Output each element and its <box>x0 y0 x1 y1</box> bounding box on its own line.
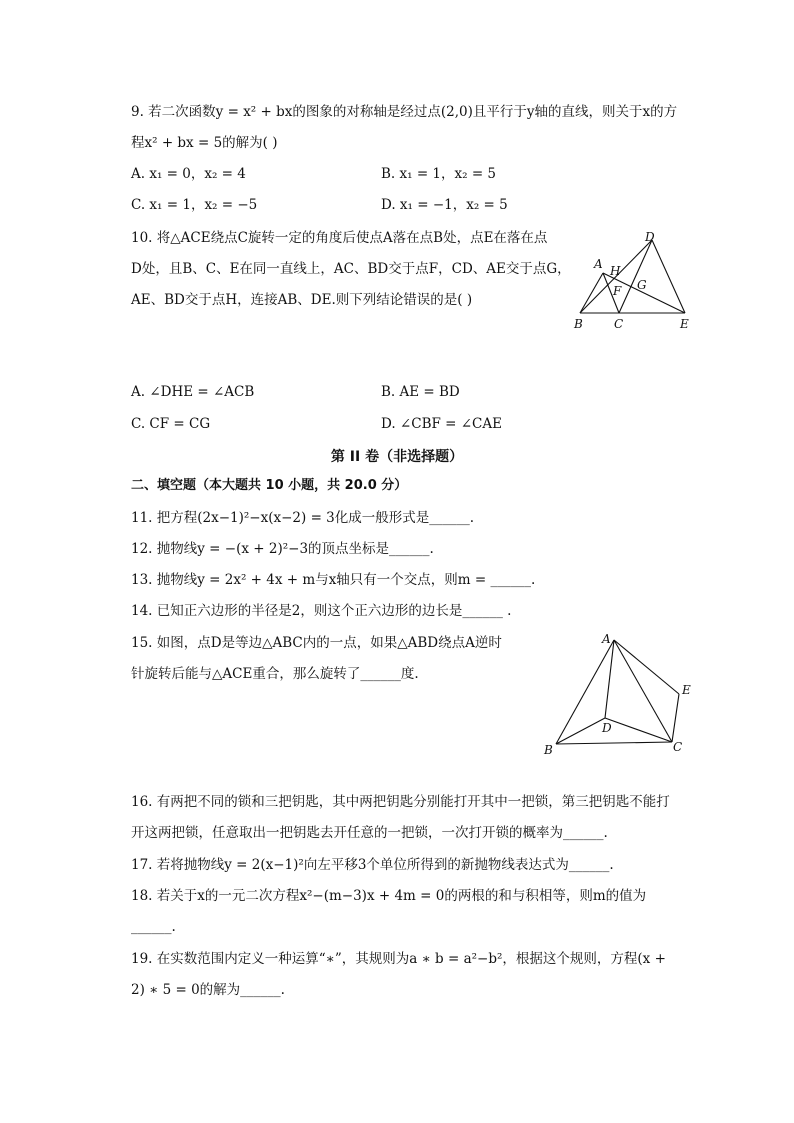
q15-label-d: D <box>602 721 612 735</box>
q10-stem-line1: 10. 将△ACE绕点C旋转一定的角度后使点A落在点B处，点E在落在点 <box>131 230 548 246</box>
q10-label-b: B <box>574 317 583 331</box>
q16-stem-line1: 16. 有两把不同的锁和三把钥匙，其中两把钥匙分别能打开其中一把锁，第三把钥匙不能打 <box>131 794 670 810</box>
q10-option-a: A. ∠DHE = ∠ACB <box>131 384 255 400</box>
q10-label-f: F <box>613 284 622 298</box>
q10-option-d: D. ∠CBF = ∠CAE <box>381 416 502 432</box>
q9-option-c: C. x₁ = 1，x₂ = −5 <box>131 197 258 213</box>
q9-option-d: D. x₁ = −1，x₂ = 5 <box>381 197 508 213</box>
q9-option-a: A. x₁ = 0，x₂ = 4 <box>131 166 246 182</box>
q15-seg-ad <box>605 640 614 718</box>
q11-text: 11. 把方程(2x−1)²−x(x−2) = 3化成一般形式是______. <box>131 510 475 526</box>
q14-text: 14. 已知正六边形的半径是2，则这个正六边形的边长是______ . <box>131 603 512 619</box>
q10-label-a: A <box>594 257 603 271</box>
q15-seg-ce <box>672 694 679 742</box>
q15-seg-ae <box>614 640 679 694</box>
q10-figure <box>570 228 700 338</box>
q10-option-b: B. AE = BD <box>381 384 460 400</box>
q9-option-b: B. x₁ = 1，x₂ = 5 <box>381 166 497 182</box>
section-title: 第 II 卷（非选择题） <box>330 449 464 465</box>
q15-label-c: C <box>673 740 683 754</box>
q10-stem-line2: D处，且B、C、E在同一直线上，AC、BD交于点F，CD、AE交于点G， <box>131 261 571 277</box>
q15-label-b: B <box>544 743 553 757</box>
q16-stem-line2: 开这两把锁，任意取出一把钥匙去开任意的一把锁，一次打开锁的概率为______. <box>131 825 608 841</box>
section-heading: 二、填空题（本大题共 10 小题，共 20.0 分） <box>131 478 408 493</box>
q10-label-d: D <box>645 230 655 244</box>
q10-option-c: C. CF = CG <box>131 416 211 432</box>
q15-seg-ac <box>614 640 672 742</box>
q10-label-g: G <box>637 278 647 292</box>
q19-stem-line2: 2) ∗ 5 = 0的解为______. <box>131 982 285 998</box>
q15-seg-bc <box>556 742 672 744</box>
q18-stem-line2: ______. <box>131 919 176 935</box>
q15-label-a: A <box>602 632 611 646</box>
q15-stem-line1: 15. 如图，点D是等边△ABC内的一点，如果△ABD绕点A逆时 <box>131 635 502 651</box>
q10-seg-cd <box>619 240 652 313</box>
q15-figure <box>540 628 700 763</box>
q15-stem-line2: 针旋转后能与△ACE重合，那么旋转了______度. <box>131 666 419 682</box>
q15-label-e: E <box>682 683 691 697</box>
q10-label-h: H <box>610 264 621 278</box>
q18-stem-line1: 18. 若关于x的一元二次方程x²−(m−3)x + 4m = 0的两根的和与积相等，则m的值为 <box>131 888 647 904</box>
q9-stem-line2: 程x² + bx = 5的解为( ) <box>131 135 278 151</box>
q17-text: 17. 若将抛物线y = 2(x−1)²向左平移3个单位所得到的新抛物线表达式为______. <box>131 857 614 873</box>
q15-seg-dc <box>605 718 672 742</box>
q9-stem-line1: 9. 若二次函数y = x² + bx的图象的对称轴是经过点(2,0)且平行于y轴的直线，则关于x的方 <box>131 104 678 120</box>
q10-label-c: C <box>614 317 624 331</box>
q19-stem-line1: 19. 在实数范围内定义一种运算“∗”，其规则为a ∗ b = a²−b²，根据这个规则，方程(x + <box>131 951 666 967</box>
q10-stem-line3: AE、BD交于点H，连接AB、DE.则下列结论错误的是( ) <box>131 292 473 308</box>
q10-label-e: E <box>680 317 689 331</box>
q12-text: 12. 抛物线y = −(x + 2)²−3的顶点坐标是______. <box>131 541 434 557</box>
q13-text: 13. 抛物线y = 2x² + 4x + m与x轴只有一个交点，则m = ______. <box>131 572 536 588</box>
q10-seg-de <box>652 240 685 313</box>
